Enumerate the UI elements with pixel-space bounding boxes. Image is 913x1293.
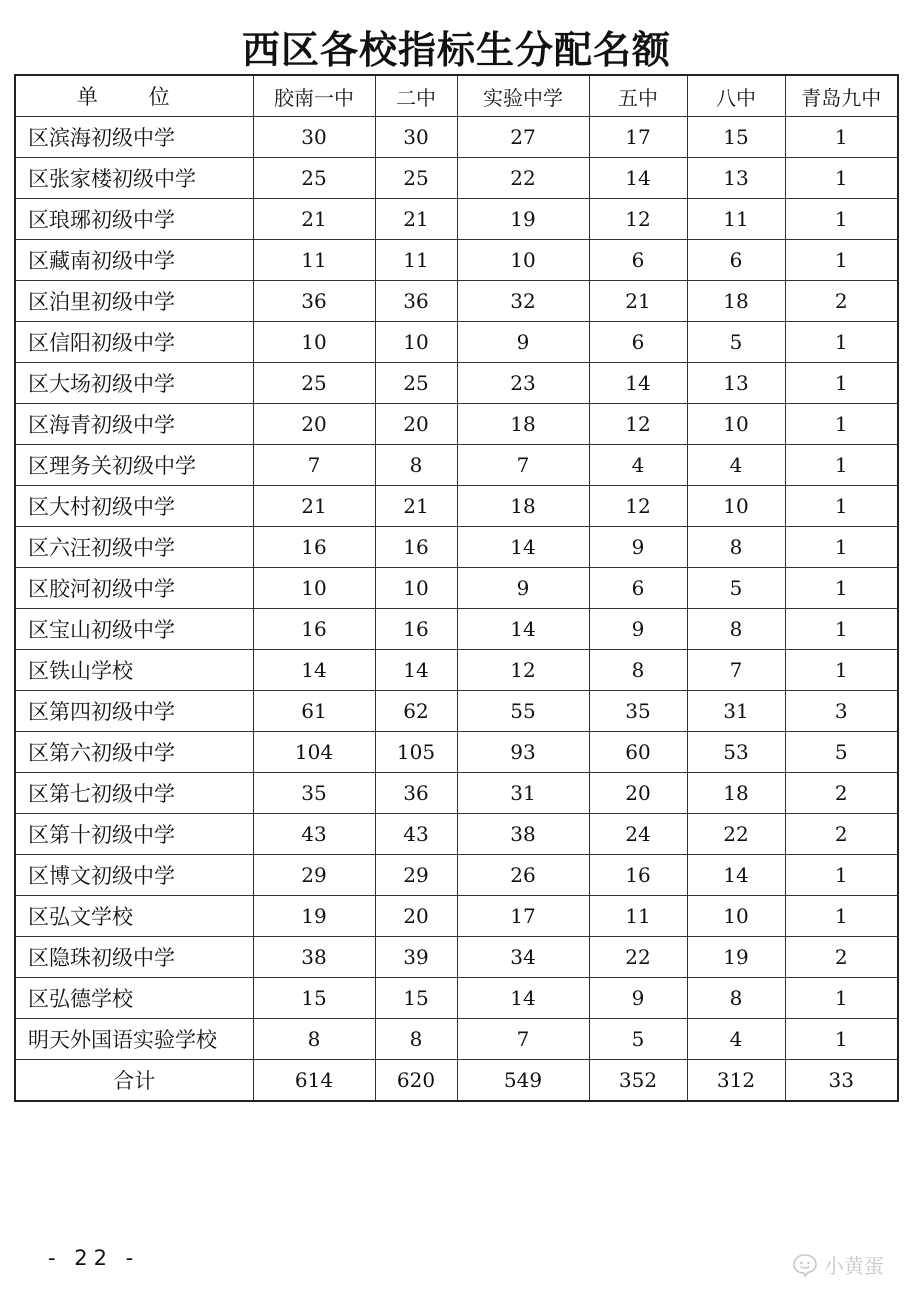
school-name-cell: 区大村初级中学 xyxy=(15,486,253,527)
quota-cell: 22 xyxy=(687,814,785,855)
total-cell: 620 xyxy=(375,1060,457,1102)
quota-cell: 55 xyxy=(457,691,589,732)
table-row xyxy=(15,978,898,1019)
page-title: 西区各校指标生分配名额 xyxy=(241,28,671,72)
quota-cell: 1 xyxy=(785,650,898,691)
quota-cell: 1 xyxy=(785,404,898,445)
quota-cell: 1 xyxy=(785,1019,898,1060)
school-name-cell: 区大场初级中学 xyxy=(15,363,253,404)
total-row xyxy=(15,1060,898,1102)
quota-cell: 2 xyxy=(785,937,898,978)
column-header-school: 胶南一中 xyxy=(253,75,375,117)
quota-cell: 14 xyxy=(589,158,687,199)
total-cell: 549 xyxy=(457,1060,589,1102)
quota-cell: 61 xyxy=(253,691,375,732)
school-name-cell: 区六汪初级中学 xyxy=(15,527,253,568)
quota-cell: 18 xyxy=(687,773,785,814)
quota-cell: 8 xyxy=(687,527,785,568)
quota-cell: 8 xyxy=(589,650,687,691)
table-row xyxy=(15,199,898,240)
quota-cell: 1 xyxy=(785,609,898,650)
quota-cell: 60 xyxy=(589,732,687,773)
table-header-row xyxy=(15,75,898,117)
quota-cell: 21 xyxy=(253,486,375,527)
quota-cell: 20 xyxy=(589,773,687,814)
table-row xyxy=(15,691,898,732)
column-header-unit: 单 位 xyxy=(15,75,253,117)
quota-cell: 12 xyxy=(589,404,687,445)
quota-cell: 1 xyxy=(785,855,898,896)
quota-cell: 20 xyxy=(375,404,457,445)
table-row xyxy=(15,732,898,773)
quota-cell: 1 xyxy=(785,527,898,568)
quota-cell: 35 xyxy=(253,773,375,814)
table-row xyxy=(15,609,898,650)
quota-cell: 18 xyxy=(457,486,589,527)
quota-cell: 8 xyxy=(375,445,457,486)
quota-cell: 1 xyxy=(785,896,898,937)
school-name-cell: 区信阳初级中学 xyxy=(15,322,253,363)
school-name-cell: 区藏南初级中学 xyxy=(15,240,253,281)
school-name-cell: 区张家楼初级中学 xyxy=(15,158,253,199)
table-row xyxy=(15,1019,898,1060)
table-row xyxy=(15,650,898,691)
school-name-cell: 区海青初级中学 xyxy=(15,404,253,445)
quota-cell: 25 xyxy=(253,363,375,404)
quota-cell: 2 xyxy=(785,281,898,322)
school-name-cell: 区第四初级中学 xyxy=(15,691,253,732)
quota-cell: 13 xyxy=(687,158,785,199)
quota-cell: 11 xyxy=(589,896,687,937)
quota-cell: 25 xyxy=(253,158,375,199)
table-row xyxy=(15,568,898,609)
quota-cell: 21 xyxy=(375,199,457,240)
page-number: - 22 - xyxy=(48,1246,140,1270)
quota-cell: 43 xyxy=(253,814,375,855)
school-name-cell: 区滨海初级中学 xyxy=(15,117,253,158)
table-row xyxy=(15,937,898,978)
table-row xyxy=(15,773,898,814)
smiley-bubble-icon xyxy=(792,1253,818,1277)
quota-cell: 14 xyxy=(687,855,785,896)
quota-cell: 53 xyxy=(687,732,785,773)
quota-cell: 16 xyxy=(589,855,687,896)
school-name-cell: 区泊里初级中学 xyxy=(15,281,253,322)
quota-cell: 7 xyxy=(457,1019,589,1060)
quota-cell: 8 xyxy=(375,1019,457,1060)
quota-cell: 22 xyxy=(457,158,589,199)
quota-cell: 1 xyxy=(785,445,898,486)
quota-cell: 10 xyxy=(457,240,589,281)
quota-cell: 26 xyxy=(457,855,589,896)
quota-cell: 23 xyxy=(457,363,589,404)
quota-cell: 10 xyxy=(253,322,375,363)
quota-cell: 105 xyxy=(375,732,457,773)
total-label: 合计 xyxy=(15,1060,253,1102)
quota-cell: 31 xyxy=(457,773,589,814)
quota-cell: 17 xyxy=(457,896,589,937)
quota-cell: 8 xyxy=(687,978,785,1019)
quota-cell: 34 xyxy=(457,937,589,978)
quota-cell: 104 xyxy=(253,732,375,773)
table-row xyxy=(15,363,898,404)
quota-cell: 7 xyxy=(253,445,375,486)
quota-cell: 1 xyxy=(785,486,898,527)
table-row xyxy=(15,527,898,568)
quota-cell: 10 xyxy=(253,568,375,609)
quota-cell: 30 xyxy=(375,117,457,158)
school-name-cell: 区第十初级中学 xyxy=(15,814,253,855)
quota-cell: 1 xyxy=(785,199,898,240)
quota-cell: 6 xyxy=(589,240,687,281)
quota-cell: 3 xyxy=(785,691,898,732)
quota-cell: 15 xyxy=(687,117,785,158)
school-name-cell: 区弘文学校 xyxy=(15,896,253,937)
quota-cell: 1 xyxy=(785,978,898,1019)
school-name-cell: 区隐珠初级中学 xyxy=(15,937,253,978)
quota-cell: 38 xyxy=(253,937,375,978)
quota-cell: 36 xyxy=(253,281,375,322)
quota-cell: 36 xyxy=(375,773,457,814)
quota-cell: 7 xyxy=(457,445,589,486)
quota-cell: 14 xyxy=(457,978,589,1019)
table-row xyxy=(15,445,898,486)
table-row xyxy=(15,855,898,896)
school-name-cell: 区第七初级中学 xyxy=(15,773,253,814)
watermark-text: 小黄蛋 xyxy=(824,1254,884,1278)
quota-cell: 10 xyxy=(375,322,457,363)
quota-cell: 1 xyxy=(785,158,898,199)
quota-cell: 20 xyxy=(253,404,375,445)
quota-cell: 18 xyxy=(687,281,785,322)
table-body xyxy=(15,117,898,1060)
quota-cell: 5 xyxy=(687,322,785,363)
quota-cell: 9 xyxy=(457,322,589,363)
quota-cell: 10 xyxy=(687,896,785,937)
quota-cell: 9 xyxy=(589,527,687,568)
quota-cell: 24 xyxy=(589,814,687,855)
school-name-cell: 区第六初级中学 xyxy=(15,732,253,773)
quota-cell: 19 xyxy=(687,937,785,978)
quota-cell: 29 xyxy=(375,855,457,896)
table-row xyxy=(15,117,898,158)
quota-cell: 93 xyxy=(457,732,589,773)
quota-cell: 32 xyxy=(457,281,589,322)
quota-cell: 25 xyxy=(375,158,457,199)
quota-cell: 22 xyxy=(589,937,687,978)
quota-cell: 11 xyxy=(375,240,457,281)
quota-cell: 12 xyxy=(589,199,687,240)
quota-cell: 1 xyxy=(785,240,898,281)
quota-cell: 9 xyxy=(589,978,687,1019)
table-row xyxy=(15,158,898,199)
quota-cell: 30 xyxy=(253,117,375,158)
school-name-cell: 明天外国语实验学校 xyxy=(15,1019,253,1060)
quota-cell: 38 xyxy=(457,814,589,855)
quota-cell: 1 xyxy=(785,363,898,404)
table-row xyxy=(15,281,898,322)
school-name-cell: 区博文初级中学 xyxy=(15,855,253,896)
quota-cell: 5 xyxy=(785,732,898,773)
quota-cell: 21 xyxy=(589,281,687,322)
quota-cell: 19 xyxy=(457,199,589,240)
quota-cell: 8 xyxy=(253,1019,375,1060)
watermark xyxy=(792,1250,884,1279)
quota-cell: 14 xyxy=(589,363,687,404)
total-cell: 352 xyxy=(589,1060,687,1102)
quota-cell: 20 xyxy=(375,896,457,937)
table-row xyxy=(15,896,898,937)
quota-cell: 19 xyxy=(253,896,375,937)
quota-cell: 1 xyxy=(785,568,898,609)
quota-cell: 10 xyxy=(687,486,785,527)
quota-cell: 2 xyxy=(785,773,898,814)
total-cell: 33 xyxy=(785,1060,898,1102)
quota-cell: 14 xyxy=(253,650,375,691)
quota-cell: 17 xyxy=(589,117,687,158)
quota-cell: 16 xyxy=(253,527,375,568)
table-row xyxy=(15,486,898,527)
school-name-cell: 区理务关初级中学 xyxy=(15,445,253,486)
quota-cell: 16 xyxy=(375,609,457,650)
quota-cell: 4 xyxy=(687,1019,785,1060)
column-header-school: 五中 xyxy=(589,75,687,117)
table-row xyxy=(15,814,898,855)
column-header-school: 八中 xyxy=(687,75,785,117)
quota-cell: 4 xyxy=(589,445,687,486)
quota-cell: 5 xyxy=(589,1019,687,1060)
school-name-cell: 区胶河初级中学 xyxy=(15,568,253,609)
quota-cell: 27 xyxy=(457,117,589,158)
quota-cell: 14 xyxy=(457,609,589,650)
quota-cell: 2 xyxy=(785,814,898,855)
quota-cell: 1 xyxy=(785,117,898,158)
quota-cell: 29 xyxy=(253,855,375,896)
quota-cell: 15 xyxy=(253,978,375,1019)
quota-cell: 25 xyxy=(375,363,457,404)
total-cell: 614 xyxy=(253,1060,375,1102)
quota-cell: 62 xyxy=(375,691,457,732)
quota-cell: 13 xyxy=(687,363,785,404)
quota-cell: 15 xyxy=(375,978,457,1019)
quota-cell: 14 xyxy=(375,650,457,691)
table-row xyxy=(15,404,898,445)
quota-table xyxy=(14,74,899,1102)
quota-cell: 21 xyxy=(375,486,457,527)
total-cell: 312 xyxy=(687,1060,785,1102)
quota-cell: 5 xyxy=(687,568,785,609)
quota-cell: 16 xyxy=(375,527,457,568)
quota-cell: 18 xyxy=(457,404,589,445)
quota-cell: 14 xyxy=(457,527,589,568)
quota-cell: 4 xyxy=(687,445,785,486)
school-name-cell: 区琅琊初级中学 xyxy=(15,199,253,240)
quota-cell: 21 xyxy=(253,199,375,240)
quota-cell: 12 xyxy=(589,486,687,527)
school-name-cell: 区弘德学校 xyxy=(15,978,253,1019)
quota-cell: 43 xyxy=(375,814,457,855)
quota-cell: 8 xyxy=(687,609,785,650)
quota-cell: 9 xyxy=(457,568,589,609)
column-header-school: 实验中学 xyxy=(457,75,589,117)
quota-cell: 6 xyxy=(589,568,687,609)
quota-cell: 11 xyxy=(687,199,785,240)
quota-cell: 6 xyxy=(589,322,687,363)
quota-cell: 10 xyxy=(687,404,785,445)
column-header-school: 二中 xyxy=(375,75,457,117)
quota-cell: 36 xyxy=(375,281,457,322)
column-header-school: 青岛九中 xyxy=(785,75,898,117)
quota-cell: 9 xyxy=(589,609,687,650)
quota-cell: 10 xyxy=(375,568,457,609)
quota-cell: 6 xyxy=(687,240,785,281)
quota-cell: 11 xyxy=(253,240,375,281)
quota-cell: 7 xyxy=(687,650,785,691)
quota-cell: 12 xyxy=(457,650,589,691)
quota-cell: 35 xyxy=(589,691,687,732)
quota-cell: 31 xyxy=(687,691,785,732)
school-name-cell: 区宝山初级中学 xyxy=(15,609,253,650)
quota-cell: 39 xyxy=(375,937,457,978)
school-name-cell: 区铁山学校 xyxy=(15,650,253,691)
table-row xyxy=(15,240,898,281)
quota-cell: 1 xyxy=(785,322,898,363)
table-row xyxy=(15,322,898,363)
quota-cell: 16 xyxy=(253,609,375,650)
